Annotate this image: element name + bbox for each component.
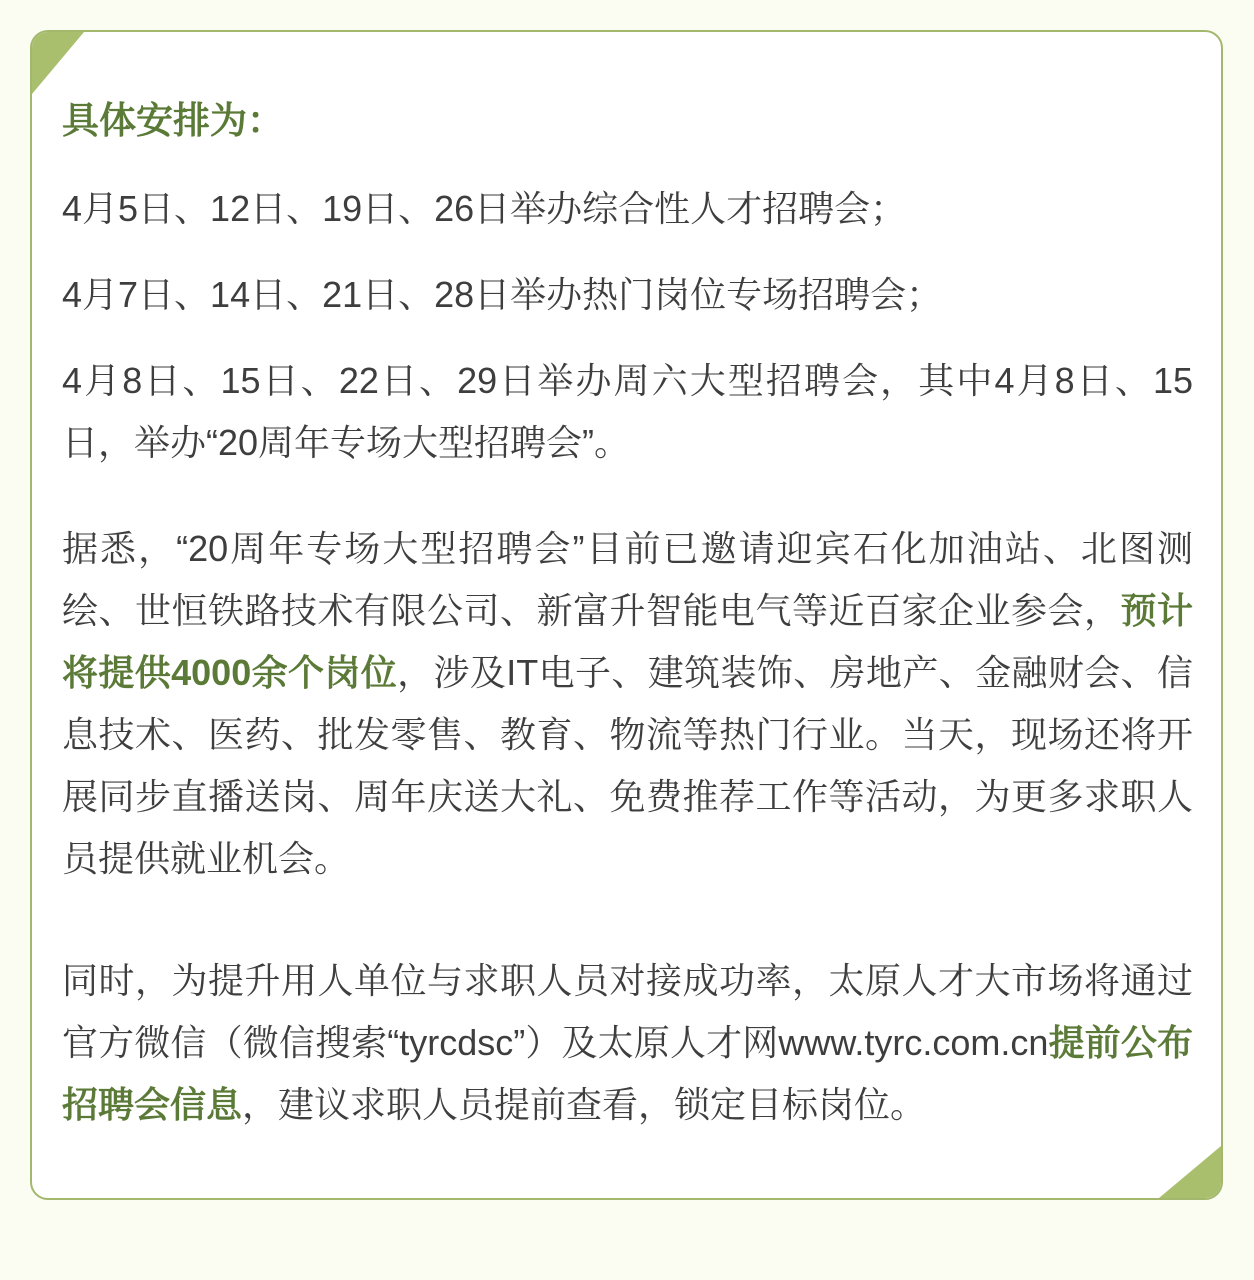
body-text: 4月5日、12日、19日、26日举办综合性人才招聘会； bbox=[62, 188, 907, 229]
body-text: ，涉及IT电子、建筑装饰、房地产、金融财会、信息技术、医药、批发零售、教育、物流等热门行业。当天，现场还将开展同步直播送岗、周年庆送大礼、免费推荐工作等活动，为更多求职人员提供就业机会。 bbox=[62, 652, 1193, 879]
body-text: 同时，为提升用人单位与求职人员对接成功率，太原人才大市场将通过官方微信（微信搜索“tyrcdsc”）及太原人才网www.tyrc.com.cn bbox=[62, 960, 1193, 1063]
corner-decoration-top-left-icon bbox=[32, 32, 84, 94]
paragraph bbox=[62, 178, 1193, 240]
corner-decoration-bottom-right-icon bbox=[1159, 1146, 1221, 1198]
body-text: 据悉，“20周年专场大型招聘会”目前已邀请迎宾石化加油站、北图测绘、世恒铁路技术有限公司、新富升智能电气等近百家企业参会， bbox=[62, 528, 1193, 631]
article-card bbox=[30, 30, 1223, 1200]
body-text: 4月8日、15日、22日、29日举办周六大型招聘会，其中4月8日、15日，举办“20周年专场大型招聘会”。 bbox=[62, 360, 1193, 463]
highlighted-text: 预计将提供4000余个岗位 bbox=[62, 590, 1193, 693]
paragraph bbox=[62, 350, 1193, 474]
paragraph bbox=[62, 518, 1193, 890]
article-body bbox=[62, 178, 1193, 1136]
section-heading: 具体安排为： bbox=[62, 100, 284, 141]
paragraph bbox=[62, 264, 1193, 326]
paragraph bbox=[62, 950, 1193, 1136]
body-text: ，建议求职人员提前查看，锁定目标岗位。 bbox=[242, 1084, 927, 1125]
body-text: 4月7日、14日、21日、28日举办热门岗位专场招聘会； bbox=[62, 274, 943, 315]
highlighted-text: 提前公布招聘会信息 bbox=[62, 1022, 1193, 1125]
